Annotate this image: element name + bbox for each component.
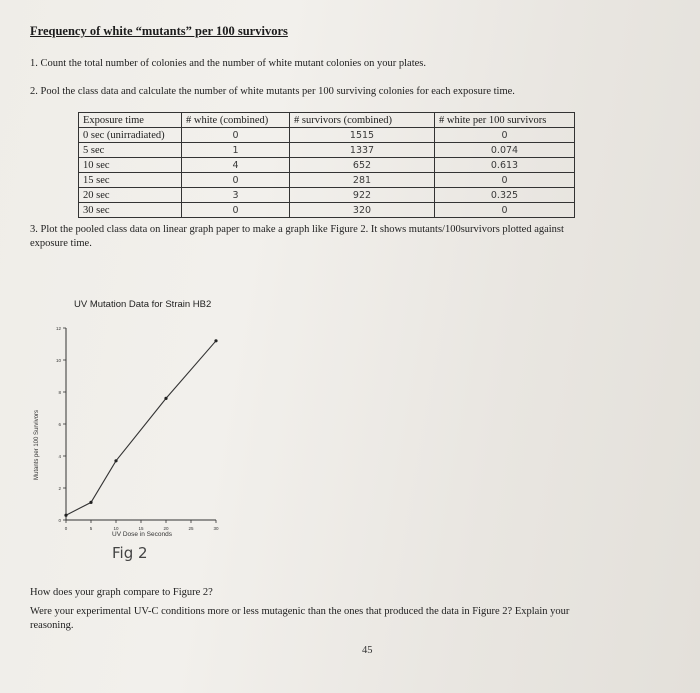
cell-per-100: 0 — [435, 173, 575, 188]
y-tick-label: 2 — [58, 486, 61, 491]
series-line — [66, 341, 216, 515]
cell-per-100: 0 — [435, 203, 575, 218]
page-title: Frequency of white “mutants” per 100 survivors — [30, 24, 288, 38]
y-tick-label: 12 — [55, 326, 61, 331]
x-tick-label: 25 — [188, 526, 194, 531]
question-5-line2: reasoning. — [30, 620, 74, 631]
question-3-line2: exposure time. — [30, 238, 92, 249]
cell-white: 3 — [182, 188, 290, 203]
cell-white: 0 — [182, 203, 290, 218]
x-tick-label: 20 — [163, 526, 169, 531]
header-survivors-combined: # survivors (combined) — [290, 113, 435, 128]
cell-per-100: 0.325 — [435, 188, 575, 203]
question-2: 2. Pool the class data and calculate the number of white mutants per 100 surviving colonies for each exposure time. — [30, 86, 515, 97]
cell-survivors: 1515 — [290, 128, 435, 143]
cell-exposure: 20 sec — [79, 188, 182, 203]
y-tick-label: 6 — [58, 422, 61, 427]
y-tick-label: 4 — [58, 454, 61, 459]
page-number: 45 — [362, 645, 373, 656]
cell-white: 0 — [182, 128, 290, 143]
cell-white: 4 — [182, 158, 290, 173]
figure-label: Fig 2 — [112, 544, 148, 562]
header-white-per-100: # white per 100 survivors — [435, 113, 575, 128]
cell-per-100: 0.074 — [435, 143, 575, 158]
data-point — [214, 339, 217, 342]
cell-exposure: 10 sec — [79, 158, 182, 173]
header-white-combined: # white (combined) — [182, 113, 290, 128]
data-point — [89, 501, 92, 504]
x-tick-label: 5 — [89, 526, 93, 531]
chart-x-label: UV Dose in Seconds — [112, 531, 172, 538]
data-point — [114, 459, 117, 462]
x-tick-label: 30 — [213, 526, 219, 531]
cell-survivors: 281 — [290, 173, 435, 188]
cell-exposure: 0 sec (unirradiated) — [79, 128, 182, 143]
cell-per-100: 0.613 — [435, 158, 575, 173]
cell-survivors: 922 — [290, 188, 435, 203]
cell-survivors: 1337 — [290, 143, 435, 158]
cell-white: 1 — [182, 143, 290, 158]
question-1: 1. Count the total number of colonies and the number of white mutant colonies on your plates. — [30, 58, 427, 69]
x-tick-label: 10 — [113, 526, 119, 531]
y-tick-label: 10 — [55, 358, 61, 363]
header-exposure-time: Exposure time — [79, 113, 182, 128]
data-point — [64, 514, 67, 517]
chart-title: UV Mutation Data for Strain HB2 — [74, 299, 212, 310]
cell-exposure: 15 sec — [79, 173, 182, 188]
cell-exposure: 30 sec — [79, 203, 182, 218]
cell-white: 0 — [182, 173, 290, 188]
question-4: How does your graph compare to Figure 2? — [30, 587, 213, 598]
cell-per-100: 0 — [435, 128, 575, 143]
x-tick-label: 0 — [64, 526, 68, 531]
x-tick-label: 15 — [138, 526, 144, 531]
data-point — [164, 397, 167, 400]
chart-y-label: Mutants per 100 Survivors — [34, 409, 40, 480]
question-3-line1: 3. Plot the pooled class data on linear graph paper to make a graph like Figure 2. It shows mutants/100survivors plotted against — [30, 224, 564, 235]
question-5-line1: Were your experimental UV-C conditions more or less mutagenic than the ones that produced the data in Figure 2? Explain your — [30, 606, 570, 617]
y-tick-label: 8 — [58, 390, 61, 395]
y-tick-label: 0 — [58, 518, 61, 523]
cell-exposure: 5 sec — [79, 143, 182, 158]
cell-survivors: 320 — [290, 203, 435, 218]
cell-survivors: 652 — [290, 158, 435, 173]
